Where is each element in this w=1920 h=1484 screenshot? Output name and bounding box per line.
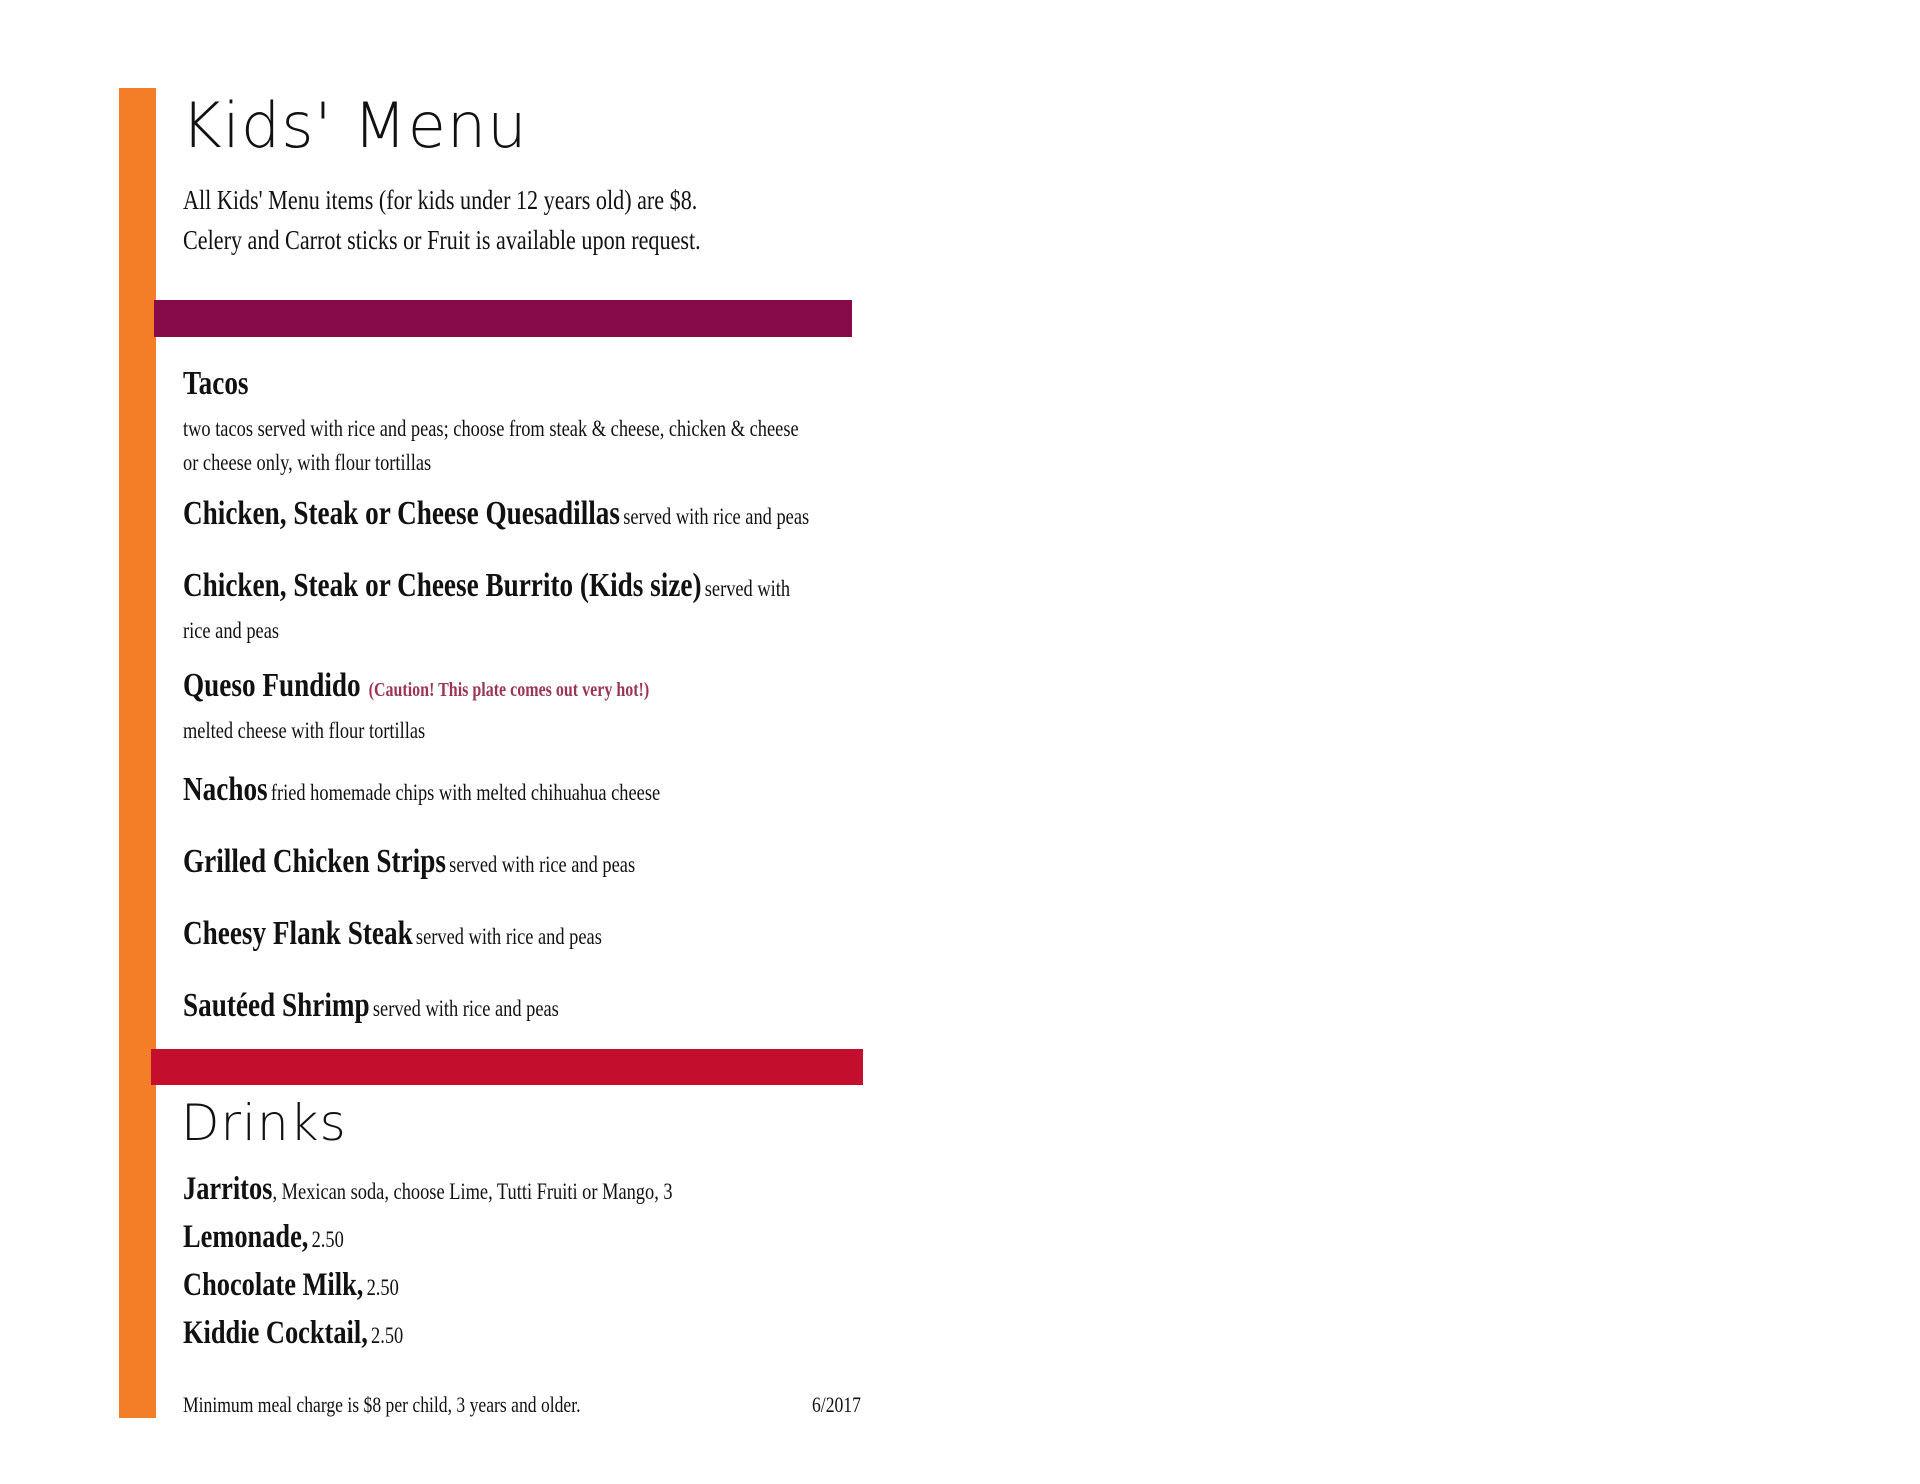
item-name: Nachos [183, 771, 268, 808]
item-desc: served with rice and peas [372, 996, 559, 1021]
menu-item-tacos [183, 362, 903, 480]
item-name: Cheesy Flank Steak [183, 915, 413, 952]
item-name: Sautéed Shrimp [183, 987, 370, 1024]
orange-side-bar [119, 88, 156, 1418]
drink-price: 2.50 [366, 1275, 399, 1300]
drink-item [183, 1312, 673, 1360]
drink-item [183, 1216, 673, 1264]
item-name: Chicken, Steak or Cheese Burrito (Kids size) [183, 567, 702, 604]
drink-name: Lemonade, [183, 1219, 309, 1255]
item-desc: served with rice and peas [623, 504, 810, 529]
footer-date: 6/2017 [812, 1392, 861, 1417]
drinks-list [183, 1168, 673, 1360]
drink-name: Jarritos [183, 1171, 273, 1207]
item-desc: fried homemade chips with melted chihuahua cheese [270, 780, 661, 805]
item-desc-line: rice and peas [183, 618, 280, 643]
menu-item-chicken-strips [183, 840, 903, 890]
item-desc: served with [704, 576, 791, 601]
caution-note: (Caution! This plate comes out very hot!) [368, 679, 650, 701]
item-desc: served with rice and peas [449, 852, 636, 877]
item-name: Tacos [183, 365, 249, 402]
menu-item-quesadillas [183, 492, 903, 542]
intro-line-1: All Kids' Menu items (for kids under 12 years old) are $8. [183, 185, 698, 215]
intro-text [183, 180, 701, 260]
item-desc: served with rice and peas [415, 924, 602, 949]
item-desc-line-2: or cheese only, with flour tortillas [183, 450, 432, 475]
drink-name: Chocolate Milk, [183, 1267, 364, 1303]
item-name: Queso Fundido [183, 667, 361, 704]
menu-items-list [183, 362, 903, 1034]
drink-price: 2.50 [371, 1323, 404, 1348]
item-name: Grilled Chicken Strips [183, 843, 446, 880]
drink-price: 2.50 [311, 1227, 344, 1252]
menu-item-nachos [183, 768, 903, 818]
menu-item-shrimp [183, 984, 903, 1034]
drink-item [183, 1168, 673, 1216]
menu-item-flank-steak [183, 912, 903, 962]
plum-divider-bar [154, 300, 852, 337]
drink-name: Kiddie Cocktail, [183, 1315, 368, 1351]
item-desc-line: melted cheese with flour tortillas [183, 718, 426, 743]
item-name: Chicken, Steak or Cheese Quesadillas [183, 495, 620, 532]
drink-desc: , Mexican soda, choose Lime, Tutti Fruiti or Mango, 3 [272, 1179, 673, 1204]
red-divider-bar [151, 1049, 863, 1085]
footer-note: Minimum meal charge is $8 per child, 3 years and older. [183, 1392, 581, 1417]
menu-item-queso-fundido [183, 664, 903, 748]
page-title: Kids' Menu [181, 89, 528, 162]
item-desc-line-1: two tacos served with rice and peas; choose from steak & cheese, chicken & cheese [183, 416, 799, 441]
drinks-title: Drinks [181, 1094, 347, 1152]
intro-line-2: Celery and Carrot sticks or Fruit is available upon request. [183, 225, 701, 255]
drink-item [183, 1264, 673, 1312]
menu-item-burrito [183, 564, 903, 648]
